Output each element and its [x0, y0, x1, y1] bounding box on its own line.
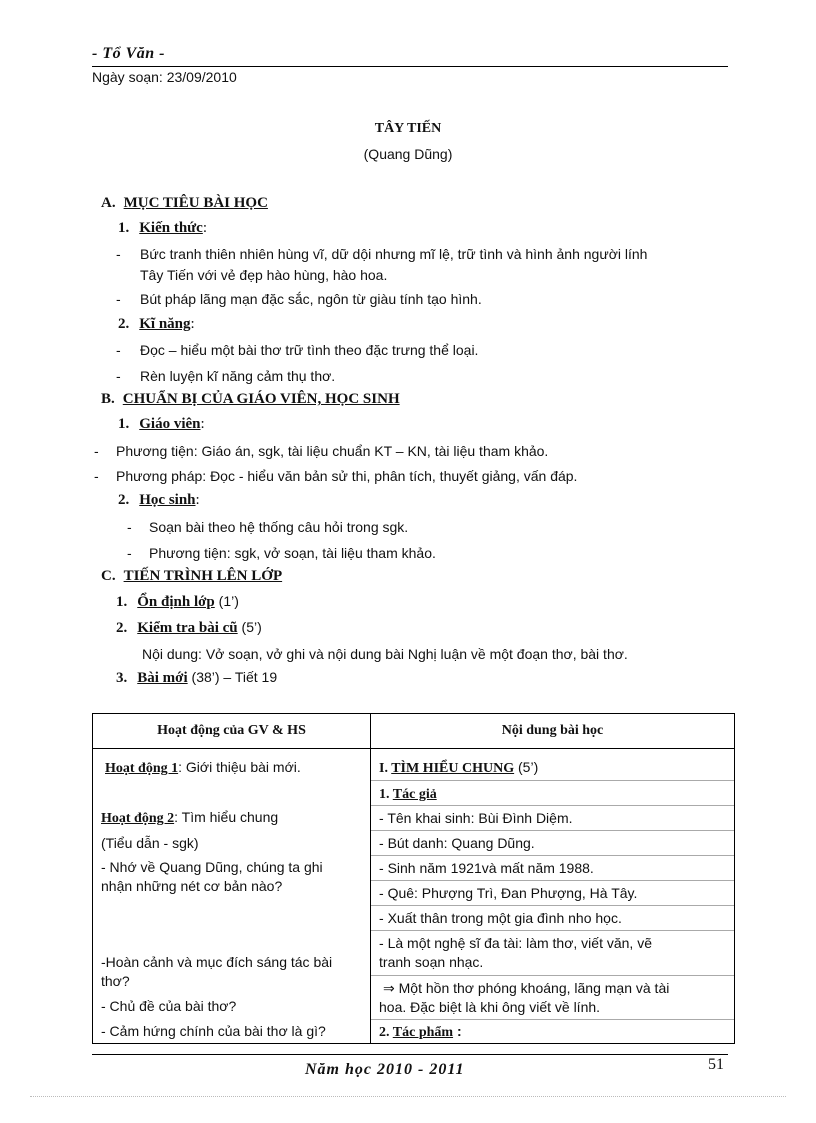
- work-heading-number: 2.: [379, 1025, 393, 1040]
- row-divider: [371, 905, 734, 906]
- activity-2-title: Hoạt động 2: [101, 811, 175, 826]
- section-c-heading: [101, 568, 282, 585]
- step-2: [116, 619, 262, 637]
- activity-1: [105, 757, 301, 779]
- student-heading: [118, 492, 200, 509]
- section-a-label: A.: [101, 195, 116, 211]
- step-3-time: (38’) – Tiết 19: [187, 669, 278, 685]
- poetry-soul-line-2: hoa. Đặc biệt là khi ông viết về lính.: [379, 999, 601, 1015]
- step-1: [116, 593, 239, 611]
- activity-1-text: : Giới thiệu bài mới.: [178, 759, 301, 775]
- page-number: 51: [708, 1056, 724, 1073]
- author-fact: - Tên khai sinh: Bùi Đình Diệm.: [379, 810, 573, 826]
- tieudan: (Tiểu dẫn - sgk): [101, 835, 199, 851]
- skills-title: Kĩ năng: [139, 316, 191, 332]
- work-heading-title: Tác phẩm: [392, 1025, 454, 1040]
- author-fact: - Quê: Phượng Trì, Đan Phượng, Hà Tây.: [379, 885, 638, 901]
- step-2-number: 2.: [116, 620, 128, 636]
- step-3: [116, 669, 277, 687]
- teacher-item: Phương pháp: Đọc - hiểu văn bản sử thi, phân tích, thuyết giảng, vấn đáp.: [116, 468, 578, 484]
- section-c-title: TIẾN TRÌNH LÊN LỚP: [123, 568, 283, 584]
- knowledge-item: Bức tranh thiên nhiên hùng vĩ, dữ dội nhưng mĩ lệ, trữ tình và hình ảnh người lính: [140, 246, 648, 262]
- poetry-soul-line-1: [383, 978, 669, 998]
- row-divider: [371, 930, 734, 931]
- skills-item: Đọc – hiểu một bài thơ trữ tình theo đặc trưng thể loại.: [140, 342, 479, 358]
- bullet-dash: -: [94, 443, 99, 459]
- author-heading-number: 1.: [379, 787, 393, 802]
- row-divider: [371, 780, 734, 781]
- step-1-number: 1.: [116, 594, 128, 610]
- question-2-line-2: thơ?: [101, 973, 130, 989]
- skills-heading: [118, 316, 195, 333]
- knowledge-item: Tây Tiến với vẻ đẹp hào hùng, hào hoa.: [140, 267, 388, 283]
- student-title: Học sinh: [139, 492, 196, 508]
- content-cell: [371, 749, 735, 1044]
- section-a-title: MỤC TIÊU BÀI HỌC: [123, 195, 268, 211]
- row-divider: [371, 1019, 734, 1020]
- bullet-dash: -: [94, 468, 99, 484]
- col-content-header: Nội dung bài học: [371, 714, 735, 749]
- student-item: Phương tiện: sgk, vở soạn, tài liệu tham khảo.: [149, 545, 436, 561]
- header-group: - Tổ Văn -: [92, 45, 165, 62]
- author-fact: - Sinh năm 1921và mất năm 1988.: [379, 860, 594, 876]
- skills-colon: :: [190, 316, 195, 332]
- activities-cell: [93, 749, 371, 1044]
- table-header-row: [93, 714, 735, 749]
- artist-line-1: - Là một nghệ sĩ đa tài: làm thơ, viết văn, vẽ: [379, 935, 652, 951]
- content-heading-1: [379, 757, 538, 779]
- section-c-label: C.: [101, 568, 116, 584]
- question-2-line-1: -Hoàn cảnh và mục đích sáng tác bài: [101, 954, 333, 970]
- header-date: Ngày soạn: 23/09/2010: [92, 69, 237, 85]
- knowledge-number: 1.: [118, 220, 130, 236]
- question-1-line-2: nhận những nét cơ bản nào?: [101, 878, 283, 894]
- question-3: - Chủ đề của bài thơ?: [101, 998, 237, 1014]
- footer-rule: [92, 1054, 728, 1055]
- knowledge-colon: :: [202, 220, 208, 236]
- knowledge-item: Bút pháp lãng mạn đặc sắc, ngôn từ giàu tính tạo hình.: [140, 291, 482, 307]
- lesson-table: [92, 713, 735, 1044]
- teacher-title: Giáo viên: [139, 416, 201, 432]
- work-heading-colon: :: [453, 1023, 462, 1039]
- content-heading-1-time: (5’): [514, 759, 539, 775]
- step-2-content: Nội dung: Vở soạn, vở ghi và nội dung bài Nghị luận về một đoạn thơ, bài thơ.: [142, 646, 628, 662]
- author-fact: - Bút danh: Quang Dũng.: [379, 835, 535, 851]
- knowledge-heading: [118, 220, 207, 237]
- step-1-title: Ổn định lớp: [137, 594, 215, 610]
- implies-arrow-icon: ⇒: [383, 980, 395, 996]
- table-row: [93, 749, 735, 1044]
- poetry-soul-text: Một hồn thơ phóng khoáng, lãng mạn và tài: [394, 980, 670, 996]
- teacher-colon: :: [200, 416, 205, 432]
- lesson-author: (Quang Dũng): [363, 146, 453, 162]
- row-divider: [371, 880, 734, 881]
- content-heading-1-prefix: I.: [379, 761, 392, 776]
- page-edge-dots: [30, 1096, 786, 1097]
- question-4: - Cảm hứng chính của bài thơ là gì?: [101, 1023, 326, 1039]
- step-3-title: Bài mới: [137, 670, 188, 686]
- bullet-dash: -: [116, 291, 121, 307]
- row-divider: [371, 805, 734, 806]
- question-1-line-1: - Nhớ về Quang Dũng, chúng ta ghi: [101, 859, 323, 875]
- step-3-number: 3.: [116, 670, 128, 686]
- bullet-dash: -: [127, 519, 132, 535]
- activity-2-text: : Tìm hiểu chung: [174, 809, 279, 825]
- section-b-label: B.: [101, 391, 115, 407]
- activity-1-title: Hoạt động 1: [105, 761, 179, 776]
- teacher-heading: [118, 416, 205, 433]
- section-a-heading: [101, 195, 268, 212]
- teacher-item: Phương tiện: Giáo án, sgk, tài liệu chuẩn KT – KN, tài liệu tham khảo.: [116, 443, 549, 459]
- step-2-time: (5’): [237, 619, 262, 635]
- lesson-title: TÂY TIẾN: [374, 121, 442, 136]
- header-rule: [92, 66, 728, 67]
- author-fact: - Xuất thân trong một gia đình nho học.: [379, 910, 622, 926]
- bullet-dash: -: [127, 545, 132, 561]
- work-heading: [379, 1021, 462, 1043]
- col-activities-header: Hoạt động của GV & HS: [93, 714, 371, 749]
- bullet-dash: -: [116, 342, 121, 358]
- row-divider: [371, 830, 734, 831]
- artist-line-2: tranh soạn nhạc.: [379, 954, 484, 970]
- knowledge-title: Kiến thức: [139, 220, 203, 236]
- footer-school-year: Năm học 2010 - 2011: [305, 1061, 465, 1078]
- teacher-number: 1.: [118, 416, 130, 432]
- content-heading-1-title: TÌM HIỂU CHUNG: [391, 761, 515, 776]
- section-b-heading: [101, 391, 400, 408]
- section-b-title: CHUẨN BỊ CỦA GIÁO VIÊN, HỌC SINH: [122, 391, 400, 407]
- student-item: Soạn bài theo hệ thống câu hỏi trong sgk.: [149, 519, 409, 535]
- skills-number: 2.: [118, 316, 130, 332]
- skills-item: Rèn luyện kĩ năng cảm thụ thơ.: [140, 368, 336, 384]
- bullet-dash: -: [116, 246, 121, 262]
- author-heading-title: Tác giả: [392, 787, 437, 802]
- activity-2: [101, 807, 278, 829]
- step-2-title: Kiểm tra bài cũ: [137, 620, 238, 636]
- row-divider: [371, 975, 734, 976]
- bullet-dash: -: [116, 368, 121, 384]
- row-divider: [371, 855, 734, 856]
- student-number: 2.: [118, 492, 130, 508]
- step-1-time: (1’): [214, 593, 239, 609]
- student-colon: :: [195, 492, 200, 508]
- author-heading: [379, 783, 437, 805]
